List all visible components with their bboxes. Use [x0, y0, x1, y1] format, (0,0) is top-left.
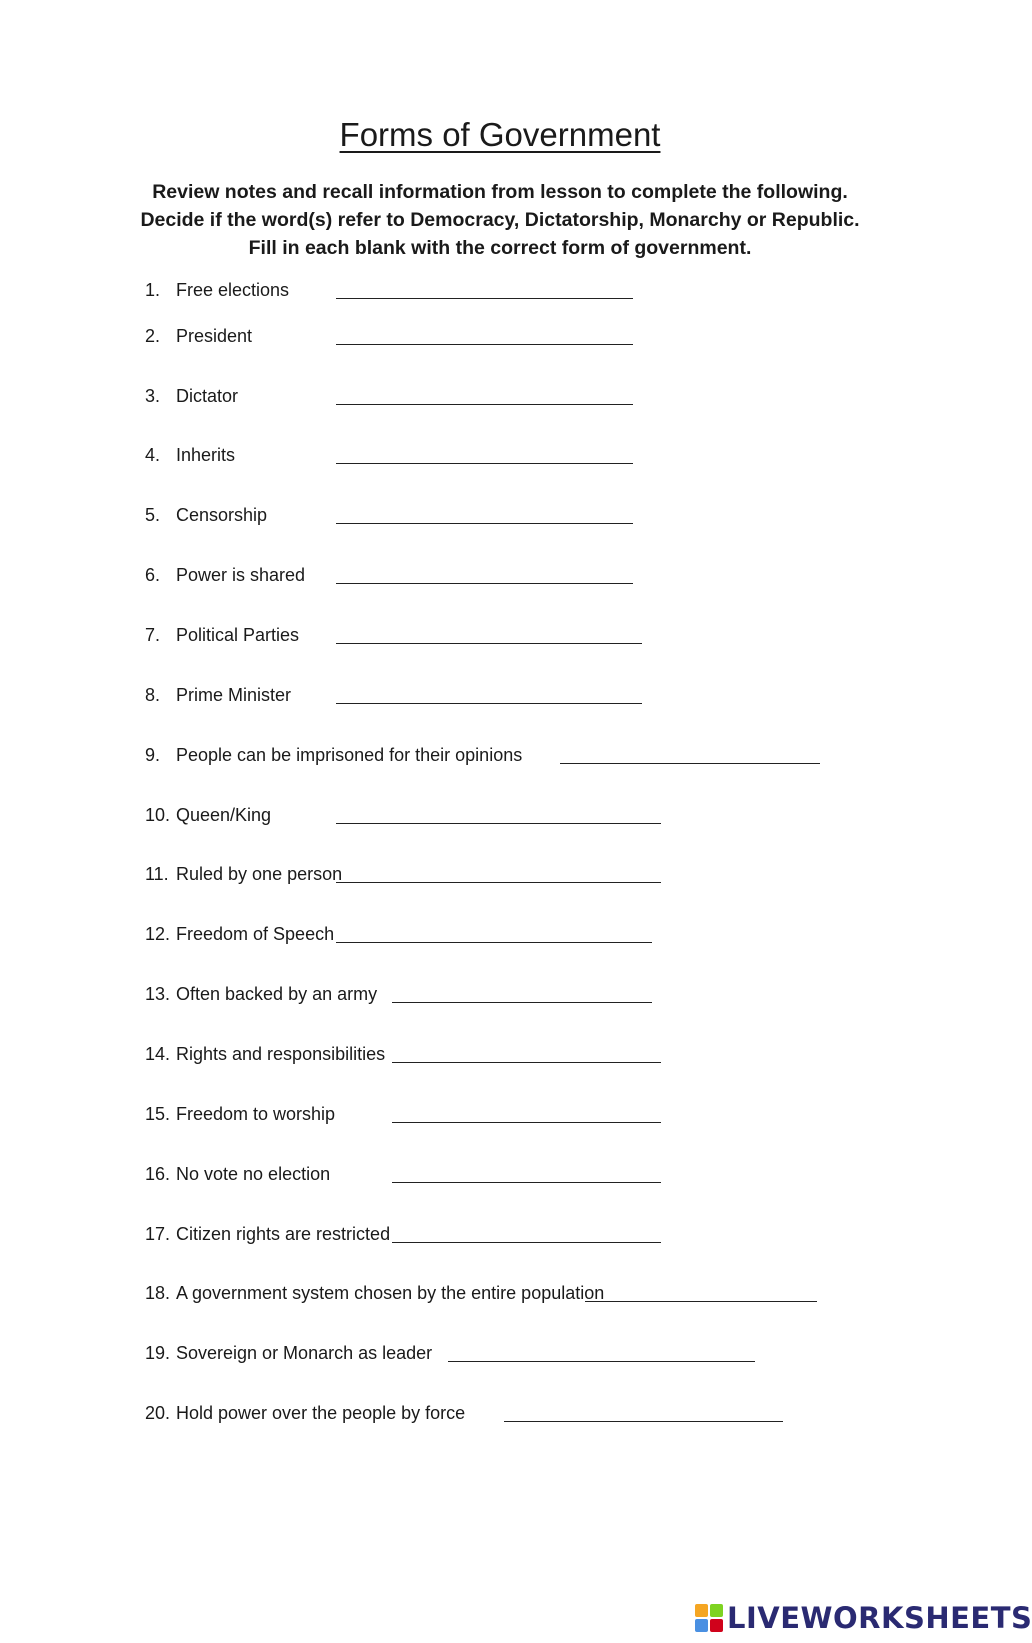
answer-blank[interactable] [336, 922, 652, 943]
question-number: 4. [145, 445, 161, 465]
question-text: President [176, 326, 253, 346]
question-number: 18. [145, 1283, 171, 1303]
question-item [0, 922, 1000, 948]
answer-blank[interactable] [392, 1222, 661, 1243]
question-item [0, 1222, 1000, 1248]
question-item [0, 1341, 1000, 1367]
question-text: Freedom of Speech [176, 924, 335, 944]
question-number: 13. [145, 984, 171, 1004]
question-item [0, 803, 1000, 829]
instruction-line-1: Review notes and recall information from lesson to complete the following. [152, 181, 848, 203]
question-number: 19. [145, 1343, 171, 1363]
question-item [0, 1102, 1000, 1128]
answer-blank[interactable] [336, 623, 642, 644]
question-number: 6. [145, 565, 161, 585]
answer-blank[interactable] [336, 683, 642, 704]
question-text: Queen/King [176, 805, 272, 825]
question-number: 12. [145, 924, 171, 944]
answer-blank[interactable] [336, 443, 633, 464]
question-item [0, 384, 1000, 410]
question-item [0, 1042, 1000, 1068]
answer-blank[interactable] [392, 1162, 661, 1183]
question-number: 2. [145, 326, 161, 346]
question-item [0, 503, 1000, 529]
question-number: 16. [145, 1164, 171, 1184]
logo-square [710, 1604, 723, 1617]
question-text: Often backed by an army [176, 984, 378, 1004]
answer-blank[interactable] [504, 1401, 783, 1422]
question-text: Political Parties [176, 625, 300, 645]
question-item [0, 743, 1000, 769]
question-item [0, 443, 1000, 469]
logo-square [695, 1604, 708, 1617]
logo-square [710, 1619, 723, 1632]
answer-blank[interactable] [560, 743, 820, 764]
worksheet-title: Forms of Government [339, 116, 661, 153]
instruction-line-3: Fill in each blank with the correct form of government. [248, 237, 752, 259]
question-item [0, 862, 1000, 888]
question-text: Power is shared [176, 565, 306, 585]
question-text: Freedom to worship [176, 1104, 336, 1124]
liveworksheets-logo-icon [695, 1604, 723, 1632]
question-text: Free elections [176, 280, 290, 300]
question-number: 10. [145, 805, 171, 825]
question-number: 11. [145, 864, 169, 884]
answer-blank[interactable] [585, 1281, 817, 1302]
answer-blank[interactable] [336, 803, 661, 824]
answer-blank[interactable] [448, 1341, 755, 1362]
question-number: 1. [145, 280, 161, 300]
question-item [0, 982, 1000, 1008]
logo-square [695, 1619, 708, 1632]
answer-blank[interactable] [392, 1102, 661, 1123]
question-number: 9. [145, 745, 161, 765]
question-text: A government system chosen by the entire population [176, 1283, 605, 1303]
question-item [0, 324, 1000, 350]
question-text: Censorship [176, 505, 268, 525]
instructions [0, 178, 1000, 262]
question-text: No vote no election [176, 1164, 331, 1184]
question-number: 17. [145, 1224, 171, 1244]
question-item [0, 1162, 1000, 1188]
question-text: People can be imprisoned for their opinions [176, 745, 523, 765]
question-text: Hold power over the people by force [176, 1403, 466, 1423]
answer-blank[interactable] [336, 278, 633, 299]
question-item [0, 683, 1000, 709]
question-text: Inherits [176, 445, 236, 465]
question-text: Ruled by one person [176, 864, 343, 884]
answer-blank[interactable] [336, 563, 633, 584]
question-item [0, 1281, 1000, 1307]
answer-blank[interactable] [336, 384, 633, 405]
question-item [0, 278, 1000, 304]
question-number: 3. [145, 386, 161, 406]
question-item [0, 563, 1000, 589]
question-number: 15. [145, 1104, 171, 1124]
answer-blank[interactable] [336, 862, 661, 883]
logo-text: LIVEWORKSHEETS [727, 1601, 1032, 1635]
question-item [0, 623, 1000, 649]
question-text: Citizen rights are restricted [176, 1224, 391, 1244]
question-number: 20. [145, 1403, 171, 1423]
question-number: 8. [145, 685, 161, 705]
instruction-line-2: Decide if the word(s) refer to Democracy, Dictatorship, Monarchy or Republic. [140, 209, 860, 231]
answer-blank[interactable] [336, 324, 633, 345]
question-number: 14. [145, 1044, 171, 1064]
question-text: Dictator [176, 386, 239, 406]
answer-blank[interactable] [336, 503, 633, 524]
question-text: Sovereign or Monarch as leader [176, 1343, 433, 1363]
answer-blank[interactable] [392, 1042, 661, 1063]
answer-blank[interactable] [392, 982, 652, 1003]
question-text: Prime Minister [176, 685, 292, 705]
question-text: Rights and responsibilities [176, 1044, 386, 1064]
liveworksheets-logo [695, 1600, 1032, 1636]
question-number: 5. [145, 505, 161, 525]
question-item [0, 1401, 1000, 1427]
question-number: 7. [145, 625, 161, 645]
